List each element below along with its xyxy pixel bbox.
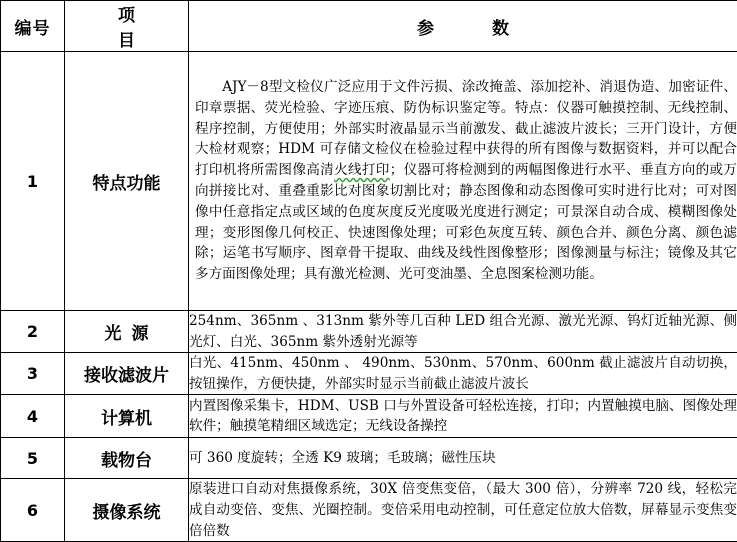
table-row [1,311,737,353]
header-item: 项目 [65,1,189,52]
row-number: 1 [1,52,65,311]
row-number: 5 [1,438,65,479]
row-description [189,52,737,311]
row-number: 3 [1,353,65,395]
row-name: 计算机 [65,395,189,438]
row-name: 接收滤波片 [65,353,189,395]
row-description-part: AJY－8型文检仪广泛应用于文件污损、涂改掩盖、添加挖补、消退伪造、加密证件、印章票据、荧光检验、字迹压痕、防伪标识鉴定等。特点：仪器可触摸控制、无线控制、程序控制，方便使用；外部实时液晶显示当前激发、截止滤波片波长；三开门设计，方便大检材观察；HDM 可存储文检仪在检验过程中获得的所有图像与数据资料，并可以配合打印机将所需图像高清 [195,79,737,178]
row-number: 2 [1,311,65,353]
table-row [1,395,737,438]
row-description: 内置图像采集卡，HDM、USB 口与外置设备可轻松连接，打印；内置触摸电脑、图像处理软件；触摸笔精细区域选定；无线设备操控 [189,395,737,438]
row-name: 光源 [65,311,189,353]
row-name: 载物台 [65,438,189,479]
header-no: 编号 [1,1,65,52]
row-description: 白光、415nm、450nm 、 490nm、530nm、570nm、600nm 截止滤波片自动切换，按钮操作，方便快捷，外部实时显示当前截止滤波片波长 [189,353,737,395]
row-number: 4 [1,395,65,438]
row-description-part: ；仪器可将检测到的两幅图像进行水平、垂直方向的或万向拼接比对、重叠重影比对图象切割比对；静态图像和动态图像可实时进行比对；可对图像中任意指定点或区域的色度灰度反光度吸光度进行测定；可景深自动合成、模糊图像处理；变形图像几何校正、快速图像处理；可彩色灰度互转、颜色合并、颜色分离、颜色滤除；运笔书写顺序、图章骨干提取、曲线及线性图像整形；图像测量与标注；镜像及其它多方面图像处理；具有激光检测、光可变油墨、全息图案检测功能。 [195,162,737,282]
row-number: 6 [1,479,65,542]
table-row [1,353,737,395]
table-row [1,438,737,479]
spellcheck-marked-text: 火线打印 [334,162,390,178]
row-description: 254nm、365nm 、313nm 紫外等几百种 LED 组合光源、激光光源、钨灯近轴光源、侧光灯、白光、365nm 紫外透射光源等 [189,311,737,353]
table-row [1,52,737,311]
row-description: 原装进口自动对焦摄像系统，30X 倍变焦变倍，（最大 300 倍），分辨率 720 线，轻松完成自动变倍、变焦、光圈控制。变倍采用电动控制，可任意定位放大倍数，屏幕显示变焦变倍倍数 [189,479,737,542]
header-params: 参数 [189,1,737,52]
row-name: 摄像系统 [65,479,189,542]
row-description: 可 360 度旋转；全透 K9 玻璃；毛玻璃；磁性压块 [189,438,737,479]
header-row [1,1,737,52]
row-name: 特点功能 [65,52,189,311]
table-row [1,479,737,542]
